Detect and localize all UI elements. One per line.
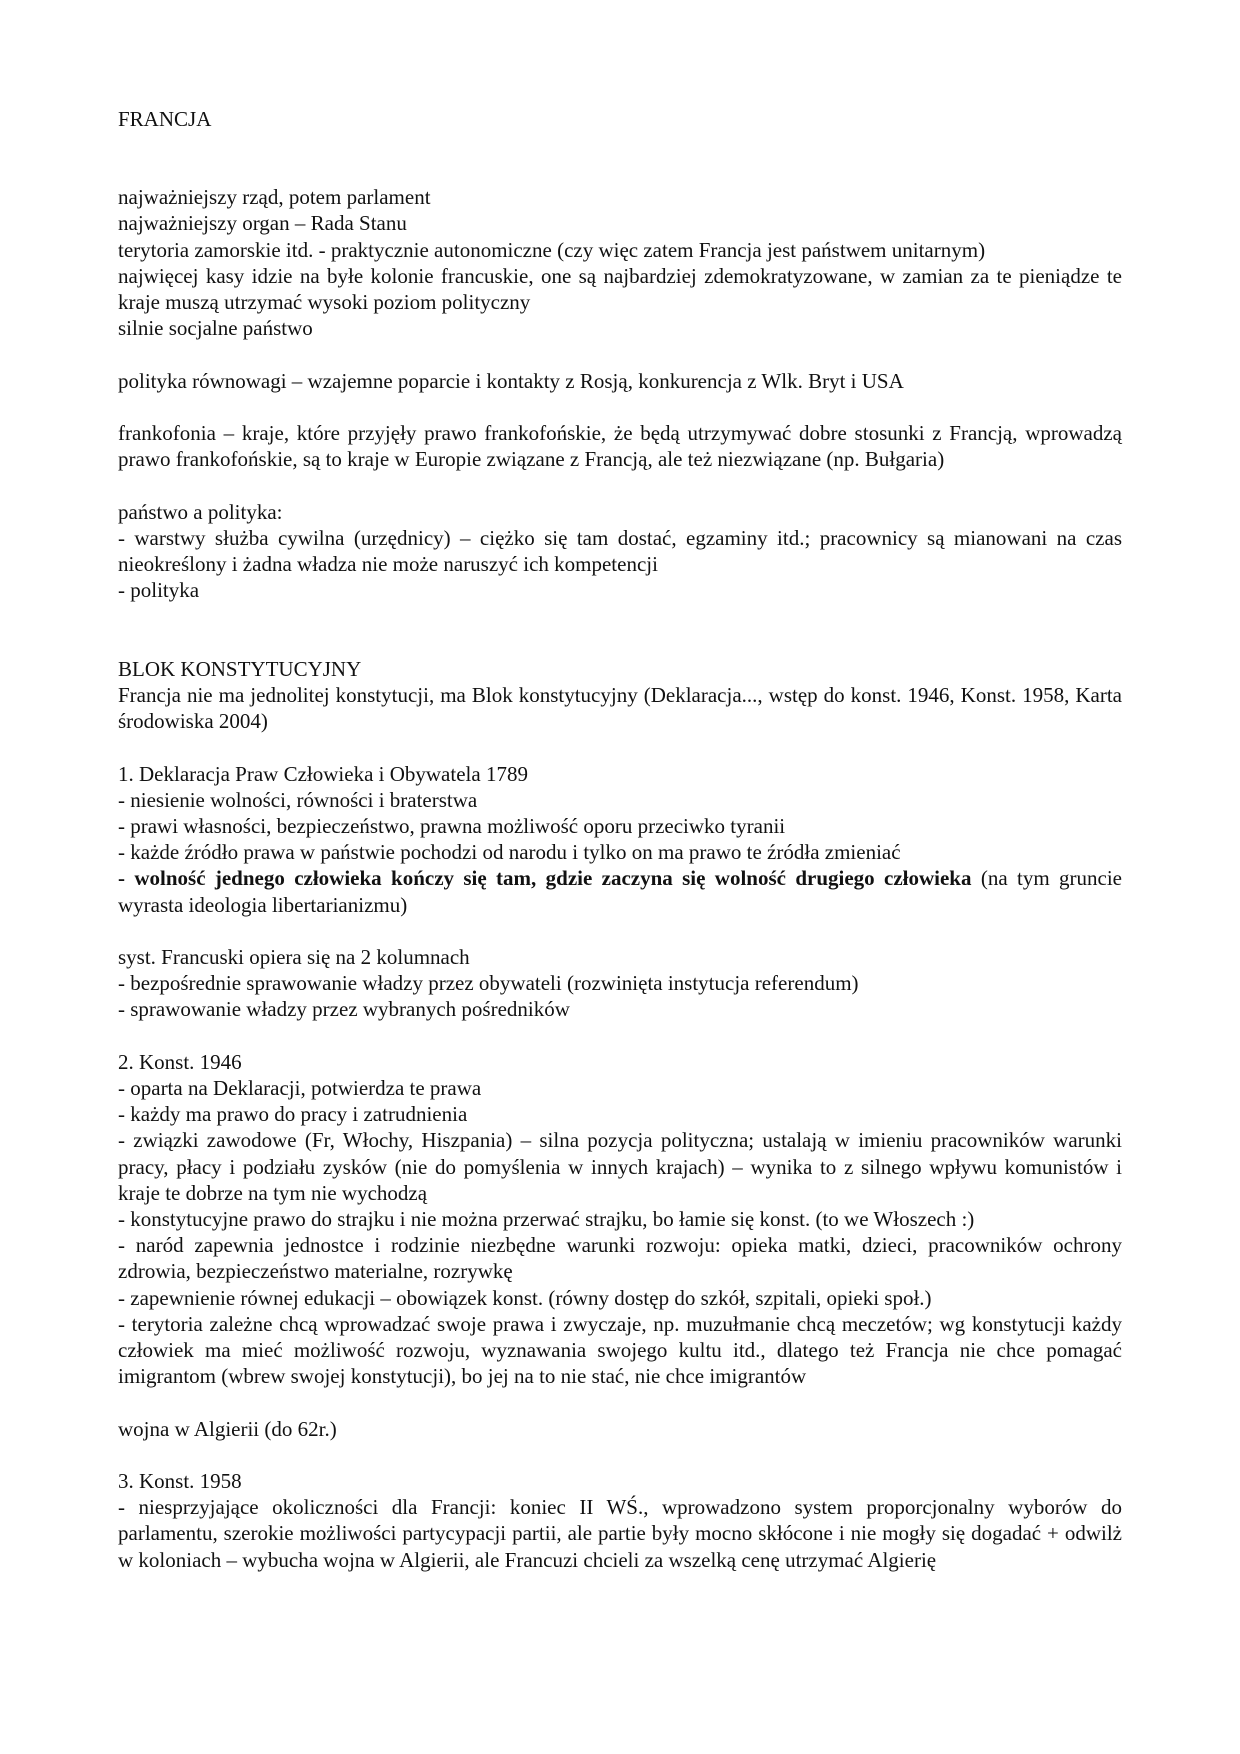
list-item: - naród zapewnia jednostce i rodzinie niezbędne warunki rozwoju: opieka matki, dzieci, pracowników ochrony zdrowia, bezpieczeństwo materialne, rozrywkę: [118, 1233, 1122, 1284]
algeria-line: wojna w Algierii (do 62r.): [118, 1416, 337, 1441]
spacer: [118, 603, 1122, 655]
list-item: - prawi własności, bezpieczeństwo, prawna możliwość oporu przeciwko tyranii: [118, 814, 786, 838]
spacer: [118, 394, 1122, 420]
list-item: - zapewnienie równej edukacji – obowiązek konst. (równy dostęp do szkół, szpitali, opieki społ.): [118, 1285, 932, 1310]
bold-quote: wolność jednego człowieka kończy się tam, gdzie zaczyna się wolność drugiego człowieka: [134, 866, 972, 891]
declaration-heading: 1. Deklaracja Praw Człowieka i Obywatela 1789: [118, 761, 528, 786]
document-page: [118, 106, 1122, 1573]
list-item: - każdy ma prawo do pracy i zatrudnienia: [118, 1102, 468, 1127]
list-item: - warstwy służba cywilna (urzędnicy) – ciężko się tam dostać, egzaminy itd.; pracownicy są mianowani na czas nieokreślony i żadna władza nie może naruszyć ich kompetencji: [118, 525, 1122, 576]
state-politics-heading: państwo a polityka:: [118, 499, 283, 524]
system-heading: syst. Francuski opiera się na 2 kolumnach: [118, 945, 470, 969]
spacer: [118, 341, 1122, 367]
intro-line: silnie socjalne państwo: [118, 316, 313, 341]
konst1958-heading: 3. Konst. 1958: [118, 1469, 242, 1494]
document-title: FRANCJA: [118, 107, 212, 131]
list-item: - polityka: [118, 578, 200, 603]
list-item: - oparta na Deklaracji, potwierdza te prawa: [118, 1076, 482, 1100]
spacer: [118, 472, 1122, 498]
intro-line: terytoria zamorskie itd. - praktycznie autonomiczne (czy więc zatem Francja jest państwem unitarnym): [118, 237, 986, 262]
intro-line: najważniejszy organ – Rada Stanu: [118, 211, 407, 236]
list-item-bold: [118, 865, 1122, 917]
spacer: [118, 734, 1122, 760]
spacer: [118, 1442, 1122, 1468]
list-item: - bezpośrednie sprawowanie władzy przez obywateli (rozwinięta instytucja referendum): [118, 971, 859, 996]
intro-line: najważniejszy rząd, potem parlament: [118, 185, 431, 210]
francophonie-paragraph: frankofonia – kraje, które przyjęły prawo frankofońskie, że będą utrzymywać dobre stosunki z Francją, wprowadzą prawo frankofońskie, są to kraje w Europie związane z Francją, ale też niezwiązane (np. Bułgaria): [118, 421, 1122, 472]
block-paragraph: Francja nie ma jednolitej konstytucji, ma Blok konstytucyjny (Deklaracja..., wstęp do konst. 1946, Konst. 1958, Karta środowiska 2004): [118, 683, 1122, 734]
list-item: - konstytucyjne prawo do strajku i nie można przerwać strajku, bo łamie się konst. (to we Włoszech :): [118, 1207, 975, 1232]
list-item: - związki zawodowe (Fr, Włochy, Hiszpania) – silna pozycja polityczna; ustalają w imieniu pracowników warunki pracy, płacy i podziału zysków (nie do pomyślenia w innych krajach) – wynika to z silnego wpływu komunistów i kraje te dobrze na tym nie wychodzą: [118, 1128, 1122, 1205]
spacer: [118, 1023, 1122, 1049]
balance-paragraph: polityka równowagi – wzajemne poparcie i kontakty z Rosją, konkurencja z Wlk. Bryt i USA: [118, 368, 904, 393]
list-item: - terytoria zależne chcą wprowadzać swoje prawa i zwyczaje, np. muzułmanie chcą meczetów; wg konstytucji każdy człowiek ma mieć możliwość rozwoju, wyznawania swojego kultu itd., dlatego też Francja nie chce pomagać imigrantom (wbrew swojej konstytucji), bo jej na to nie stać, nie chce imigrantów: [118, 1311, 1122, 1389]
konst1946-heading: 2. Konst. 1946: [118, 1049, 242, 1074]
list-item: - niesienie wolności, równości i braterstwa: [118, 787, 478, 812]
spacer: [118, 132, 1122, 184]
bold-prefix: -: [118, 866, 135, 891]
block-heading: BLOK KONSTYTUCYJNY: [118, 656, 362, 681]
intro-line: najwięcej kasy idzie na byłe kolonie francuskie, one są najbardziej zdemokratyzowane, w zamian za te pieniądze te kraje muszą utrzymać wysoki poziom polityczny: [118, 263, 1122, 315]
list-item: - sprawowanie władzy przez wybranych pośredników: [118, 997, 570, 1022]
spacer: [118, 918, 1122, 944]
list-item: - niesprzyjające okoliczności dla Francji: koniec II WŚ., wprowadzono system proporcjonalny wyborów do parlamentu, szerokie możliwości partycypacji partii, ale partie były mocno skłócone i nie mogły się dogadać + odwilż w koloniach – wybucha wojna w Algierii, ale Francuzi chcieli za wszelką cenę utrzymać Algierię: [118, 1495, 1122, 1572]
bold-suffix: (na tym gruncie wyrasta ideologia libertarianizmu): [118, 866, 1122, 917]
list-item: - każde źródło prawa w państwie pochodzi od narodu i tylko on ma prawo te źródła zmieniać: [118, 840, 901, 865]
spacer: [118, 1389, 1122, 1415]
